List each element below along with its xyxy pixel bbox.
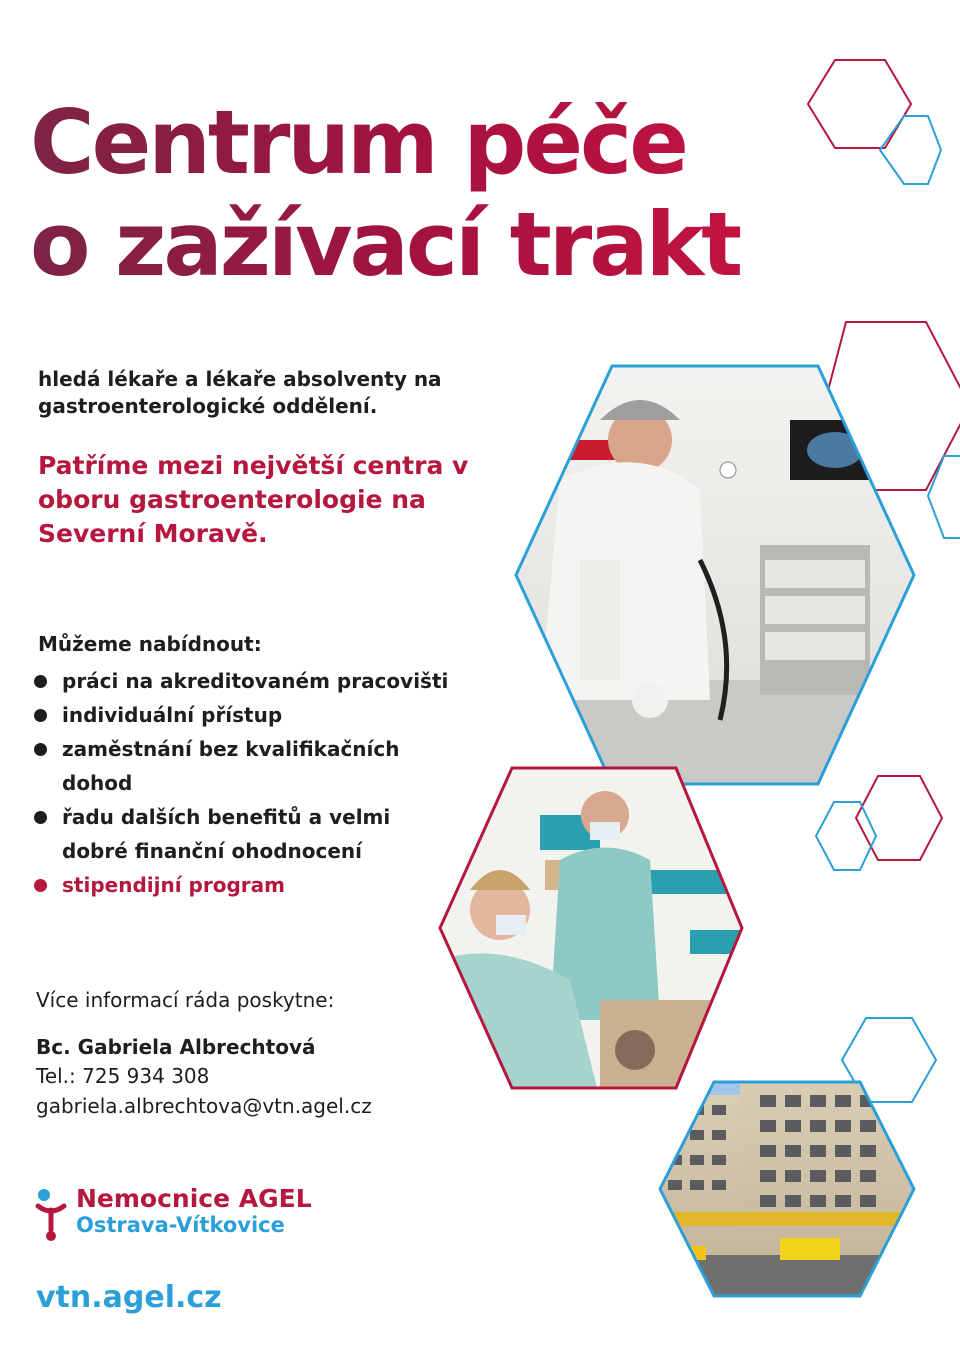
intro-text: hledá lékaře a lékaře absolventy na gastroenterologické oddělení.	[38, 367, 442, 418]
logo-icon	[34, 1186, 68, 1242]
list-item	[32, 800, 462, 868]
hex-outline-blue	[928, 456, 960, 538]
list-item	[32, 868, 482, 902]
list-item	[32, 732, 462, 800]
offer-list	[32, 664, 482, 902]
bullet-icon	[34, 675, 47, 688]
bullet-icon	[34, 743, 47, 756]
hex-outline-blue	[816, 802, 876, 870]
list-item-text: individuální přístup	[62, 703, 283, 727]
contact-email[interactable]: gabriela.albrechtova@vtn.agel.cz	[36, 1094, 372, 1118]
title-line-1: Centrum péče	[30, 91, 686, 194]
contact-intro: Více informací ráda poskytne:	[36, 988, 335, 1012]
list-item-text: zaměstnání bez kvalifikačních dohod	[62, 737, 400, 795]
logo-location: Ostrava-Vítkovice	[76, 1213, 285, 1237]
list-item	[32, 664, 482, 698]
photo-hospital-building	[650, 1075, 920, 1305]
bullet-icon	[34, 879, 47, 892]
hex-outline-blue	[880, 116, 941, 184]
hex-outline-red	[808, 60, 911, 148]
list-item-text: stipendijní program	[62, 873, 285, 897]
highlight-text: Patříme mezi největší centra v oboru gastroenterologie na Severní Moravě.	[38, 451, 469, 548]
list-item-text: řadu dalších benefitů a velmi dobré finanční ohodnocení	[62, 805, 391, 863]
photo-doctor-endoscopy	[510, 360, 920, 790]
title-line-2: o zažívací trakt	[30, 193, 741, 296]
bullet-icon	[34, 811, 47, 824]
offer-heading: Můžeme nabídnout:	[38, 632, 262, 656]
website-link[interactable]: vtn.agel.cz	[36, 1280, 222, 1315]
contact-phone[interactable]: Tel.: 725 934 308	[36, 1064, 210, 1088]
contact-name: Bc. Gabriela Albrechtová	[36, 1035, 316, 1059]
bullet-icon	[34, 709, 47, 722]
list-item-text: práci na akreditovaném pracovišti	[62, 669, 449, 693]
logo-name: Nemocnice AGEL	[76, 1184, 312, 1213]
list-item	[32, 698, 482, 732]
hospital-logo	[34, 1184, 394, 1244]
hex-outline-red	[856, 776, 942, 860]
page-title	[30, 92, 740, 296]
